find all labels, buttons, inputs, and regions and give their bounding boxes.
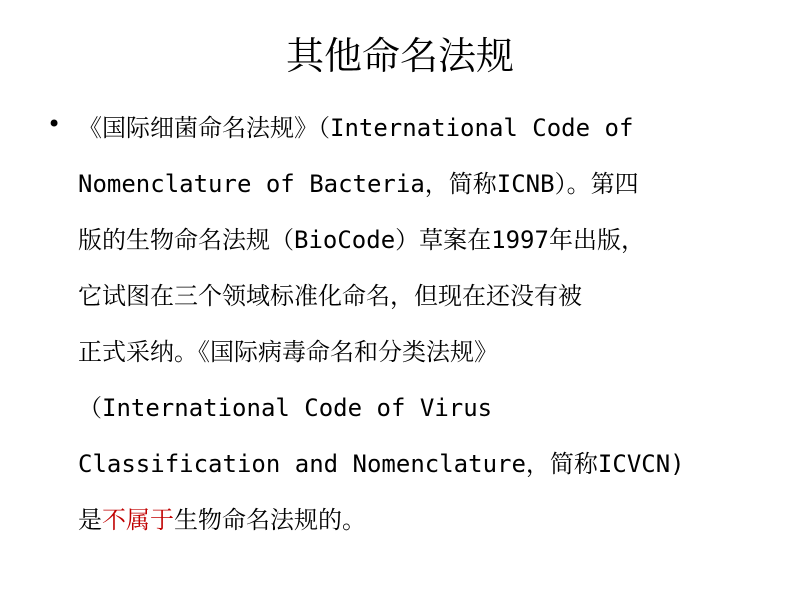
bullet-text <box>78 100 778 548</box>
text-line: 版的生物命名法规（BioCode）草案在1997年出版， <box>78 226 645 254</box>
text-segment: 生物命名法规的。 <box>174 506 366 534</box>
bullet-icon: • <box>47 110 62 138</box>
text-line: Nomenclature of Bacteria，简称ICNB）。第四 <box>78 170 639 198</box>
text-line: 正式采纳。《国际病毒命名和分类法规》 <box>78 338 498 366</box>
text-line: Classification and Nomenclature，简称ICVCN) <box>78 450 685 478</box>
text-segment: 是 <box>78 506 102 534</box>
text-line-last <box>78 492 778 548</box>
text-line: 它试图在三个领域标准化命名，但现在还没有被 <box>78 282 582 310</box>
text-line: 《国际细菌命名法规》（International Code of <box>78 114 634 142</box>
emphasis-text: 不属于 <box>102 506 174 534</box>
slide-title: 其他命名法规 <box>285 34 514 78</box>
text-line: （International Code of Virus <box>78 394 493 422</box>
